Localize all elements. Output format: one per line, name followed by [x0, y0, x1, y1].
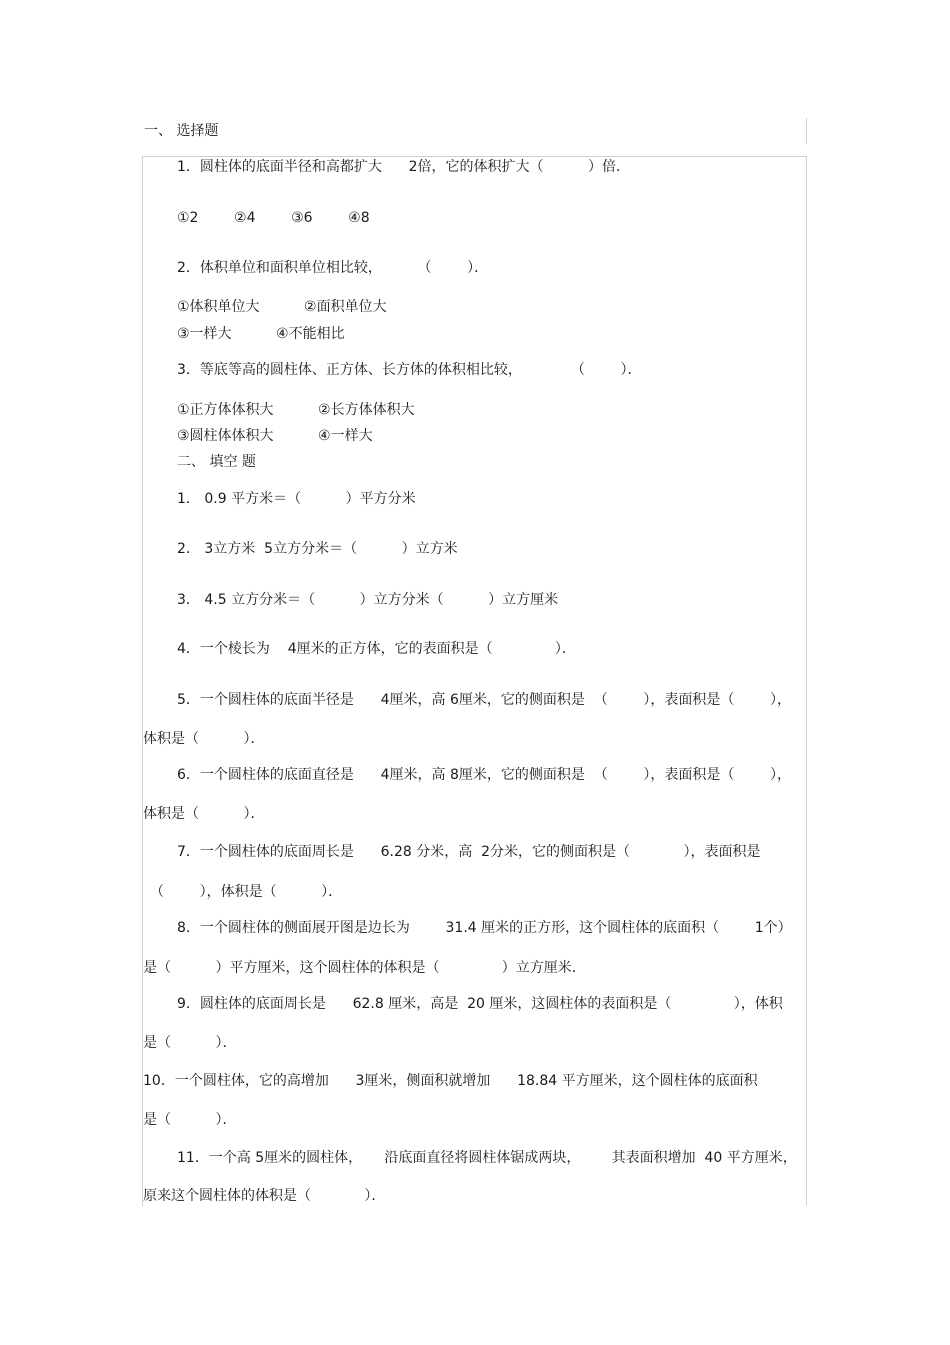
fill-question-10-line1: 10．一个圆柱体，它的高增加 3厘米，侧面积就增加 18.84 平方厘米，这个圆柱体的底面积 — [143, 1073, 758, 1089]
fill-question-9-line1: 9．圆柱体的底面周长是 62.8 厘米，高是 20 厘米，这圆柱体的表面积是（ ），体积 — [177, 996, 783, 1012]
fill-question-3: 3． 4.5 立方分米＝（ ）立方分米（ ）立方厘米 — [177, 592, 559, 608]
question-2-options-row2: ③一样大 ④不能相比 — [177, 326, 345, 342]
question-3-text: 3．等底等高的圆柱体、正方体、长方体的体积相比较， （ ）． — [177, 362, 642, 378]
right-margin-rule-top — [806, 118, 807, 144]
fill-question-5-line2: 体积是（ ）． — [143, 731, 265, 747]
section1-title: 一、 选择题 — [144, 123, 219, 139]
fill-question-9-line2: 是（ ）． — [143, 1035, 237, 1051]
section2-title: 二、 填空 题 — [177, 454, 256, 470]
question-2-text: 2．体积单位和面积单位相比较， （ ）． — [177, 260, 489, 276]
fill-question-1: 1． 0.9 平方米＝（ ）平方分米 — [177, 491, 416, 507]
fill-question-6-line1: 6．一个圆柱体的底面直径是 4厘米，高 8厘米，它的侧面积是 （ ），表面积是（ ）， — [177, 767, 791, 783]
fill-question-11-line2: 原来这个圆柱体的体积是（ ）． — [143, 1188, 386, 1204]
question-1-options: ①2 ②4 ③6 ④8 — [177, 210, 370, 226]
fill-question-2: 2． 3立方米 5立方分米＝（ ）立方米 — [177, 541, 458, 557]
right-margin-rule — [806, 156, 807, 1206]
fill-question-8-line2: 是（ ）平方厘米，这个圆柱体的体积是（ ）立方厘米． — [143, 960, 586, 976]
header-rule — [142, 156, 806, 157]
fill-question-11-line1: 11．一个高 5厘米的圆柱体， 沿底面直径将圆柱体锯成两块， 其表面积增加 40 平方厘米， — [177, 1150, 797, 1166]
fill-question-5-line1: 5．一个圆柱体的底面半径是 4厘米，高 6厘米，它的侧面积是 （ ），表面积是（ ）， — [177, 692, 791, 708]
fill-question-4: 4．一个棱长为 4厘米的正方体，它的表面积是（ ）． — [177, 641, 576, 657]
question-3-options-row2: ③圆柱体体积大 ④一样大 — [177, 428, 373, 444]
question-3-options-row1: ①正方体体积大 ②长方体体积大 — [177, 402, 415, 418]
fill-question-10-line2: 是（ ）． — [143, 1112, 237, 1128]
fill-question-8-line1: 8．一个圆柱体的侧面展开图是边长为 31.4 厘米的正方形，这个圆柱体的底面积（ 1个） — [177, 920, 792, 936]
question-1-text: 1．圆柱体的底面半径和高都扩大 2倍，它的体积扩大（ ）倍． — [177, 159, 631, 175]
fill-question-7-line2: （ ），体积是（ ）． — [150, 884, 343, 900]
fill-question-6-line2: 体积是（ ）． — [143, 806, 265, 822]
question-2-options-row1: ①体积单位大 ②面积单位大 — [177, 299, 387, 315]
fill-question-7-line1: 7．一个圆柱体的底面周长是 6.28 分米，高 2分米，它的侧面积是（ ），表面积是 — [177, 844, 761, 860]
